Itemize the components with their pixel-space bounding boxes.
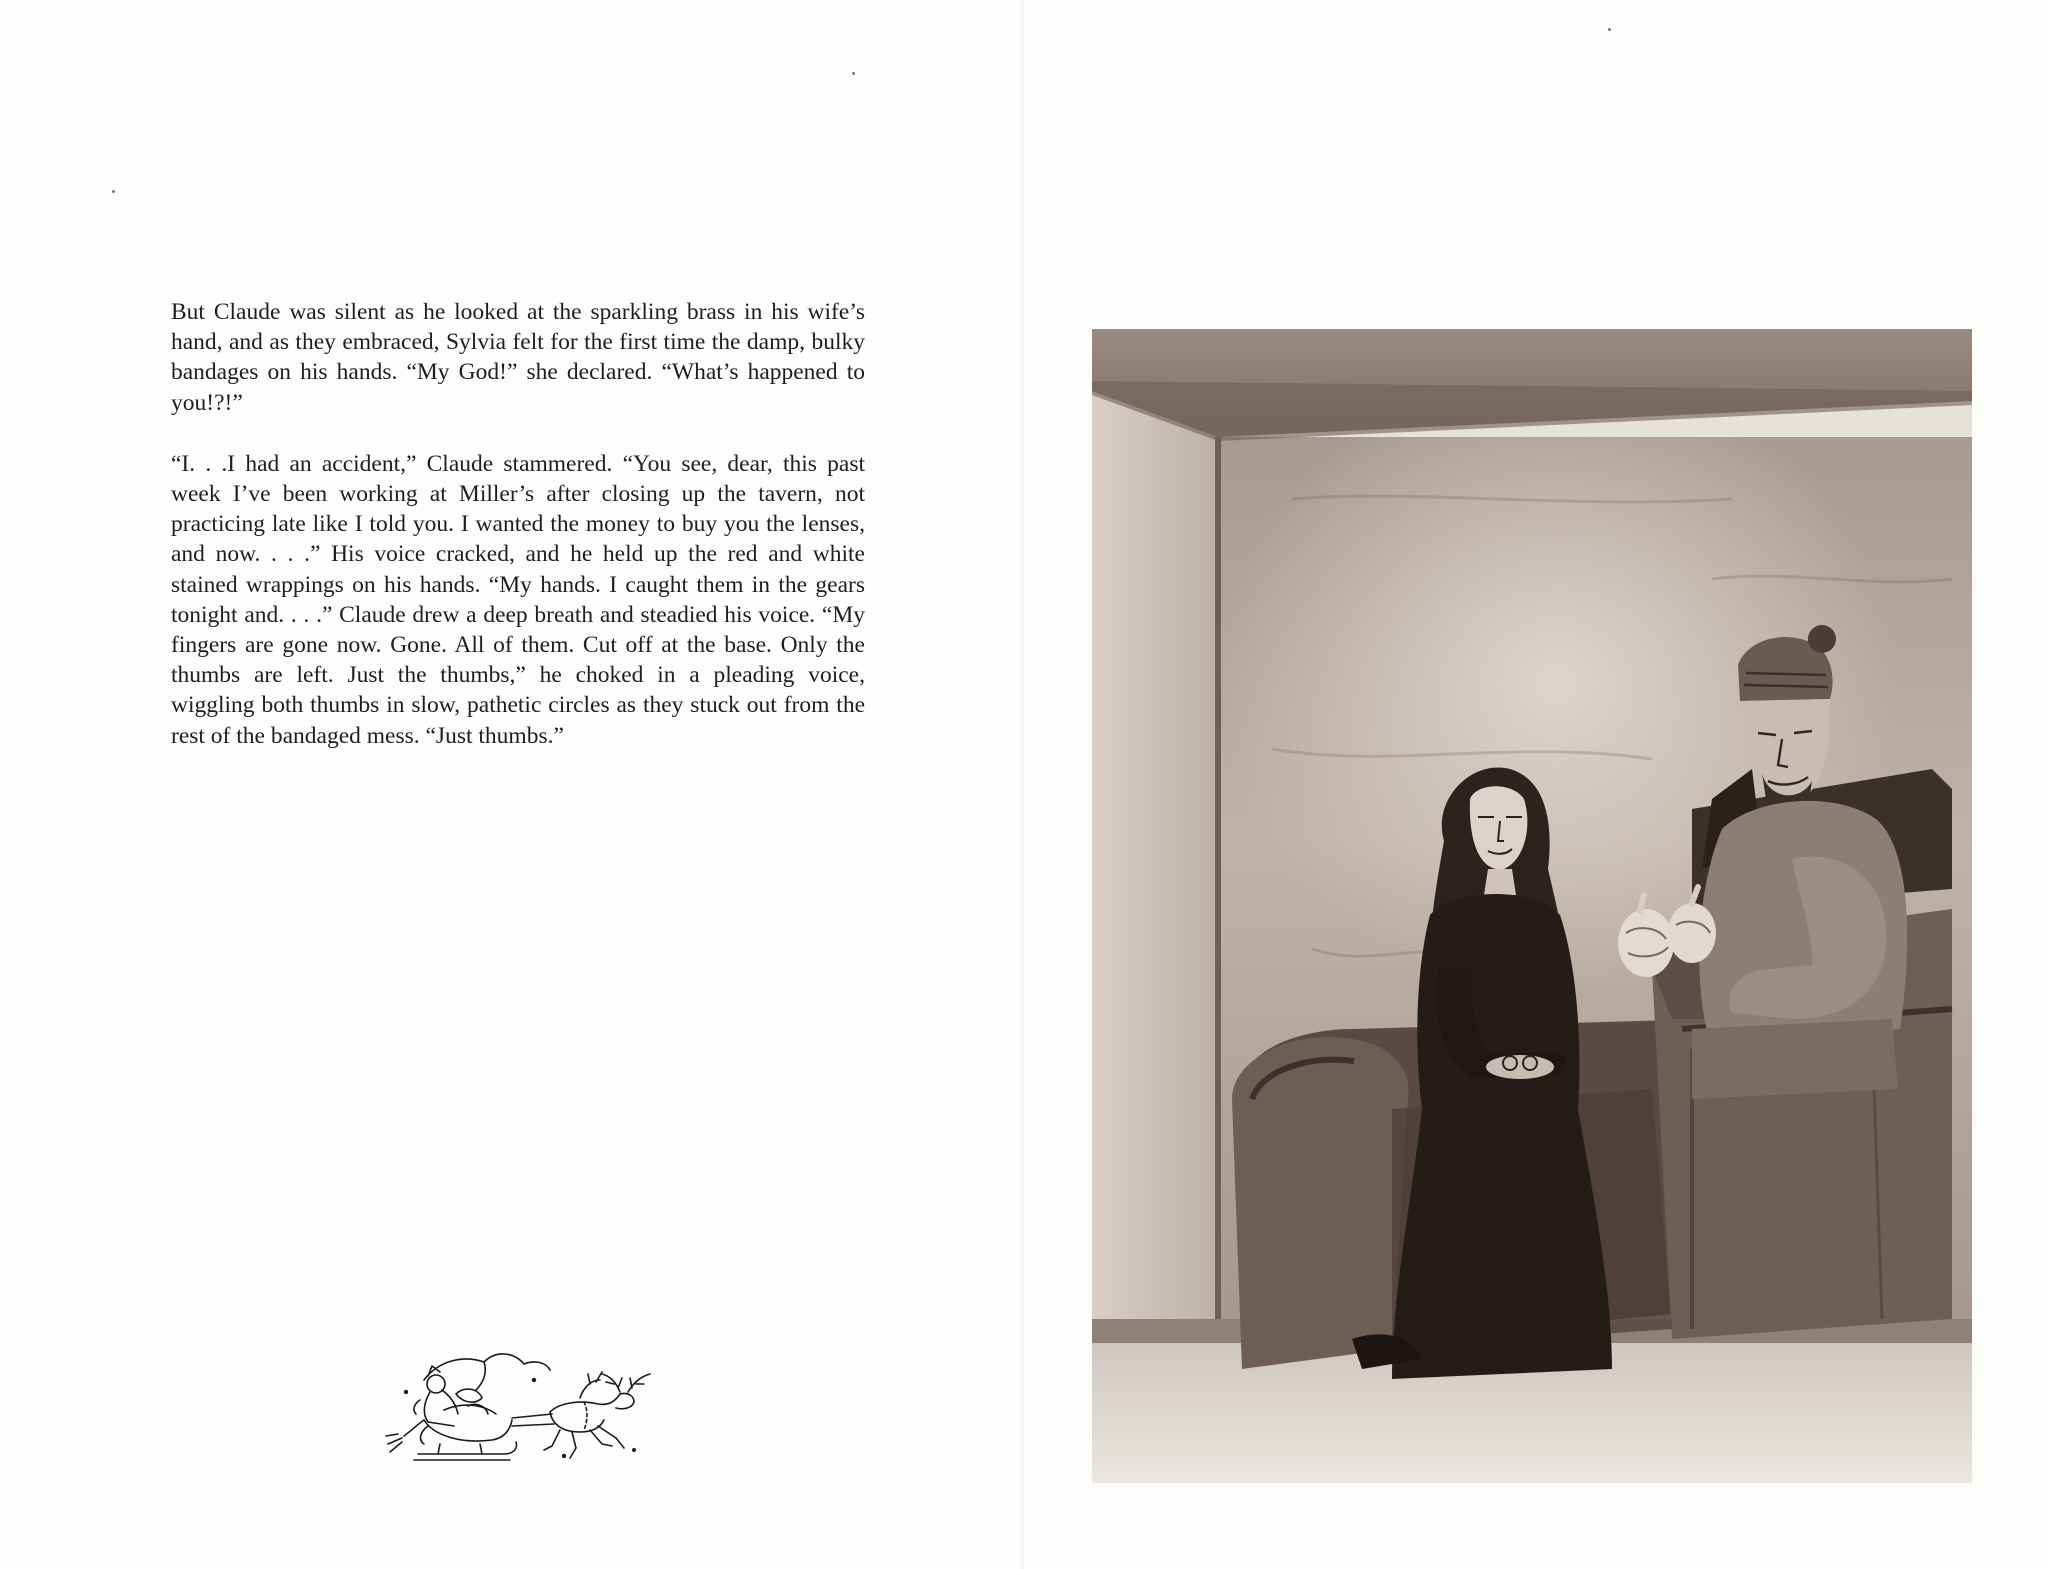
paper-speck [852, 72, 855, 75]
paragraph-1: But Claude was silent as he looked at the sparkling brass in his wife’s hand, and as they embraced, Sylvia felt for the first time the damp, bulky bandages on his hands. “My God!” she declared. “What’s happened to you!?!” [171, 299, 865, 416]
paper-speck [112, 190, 115, 193]
reindeer-sleigh-icon [384, 1340, 664, 1470]
paper-speck [1608, 28, 1611, 31]
couple-seated-illustration-icon [1092, 329, 1972, 1483]
story-text [171, 297, 865, 751]
paragraph-2: “I. . .I had an accident,” Claude stammered. “You see, dear, this past week I’ve been working at Miller’s after closing up the tavern, not practicing late like I told you. I wanted the money to buy you the lenses, and now. . . .” His voice cracked, and he held up the red and white stained wrappings on his hands. “My hands. I caught them in the gears tonight and. . . .” Claude drew a deep breath and steadied his voice. “My fingers are gone now. Gone. All of them. Cut off at the base. Only the thumbs are left. Just the thumbs,” he choked in a pleading voice, wiggling both thumbs in slow, pathetic circles as they stuck out from the rest of the bandaged mess. “Just thumbs.” [171, 450, 865, 749]
